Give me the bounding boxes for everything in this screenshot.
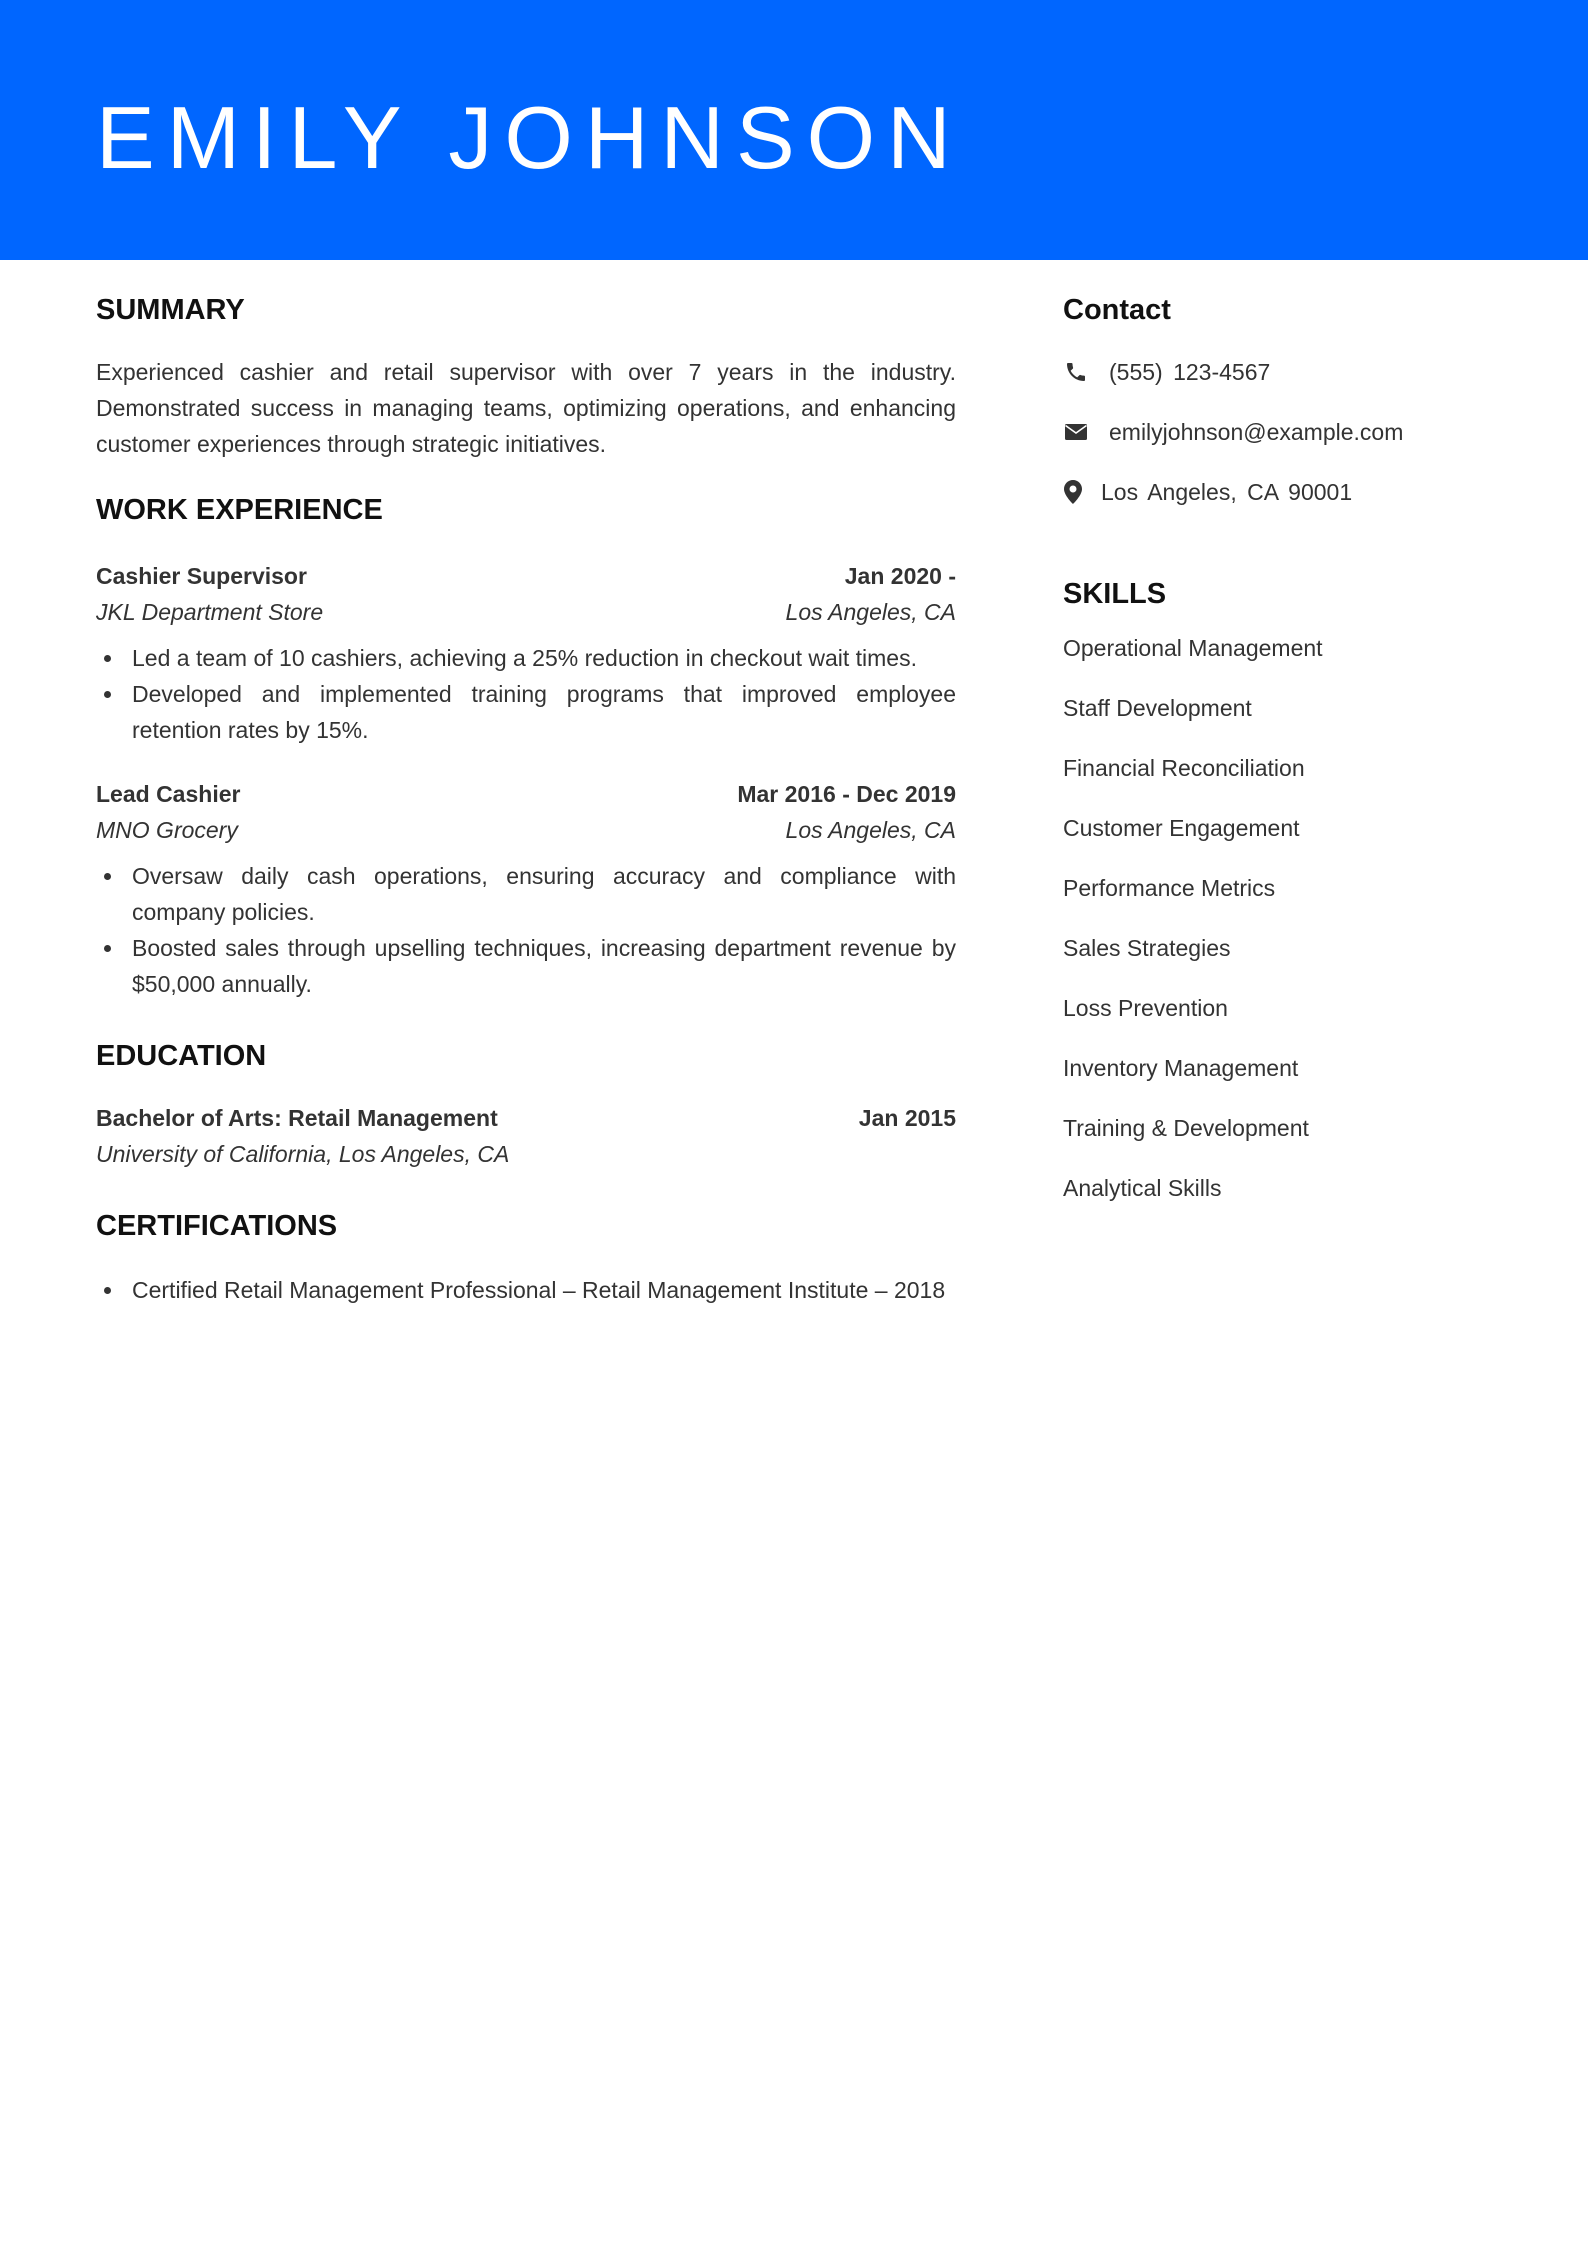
education-heading: EDUCATION bbox=[96, 1040, 267, 1072]
skill-item: Analytical Skills bbox=[1063, 1175, 1222, 1201]
contact-location bbox=[1063, 474, 1503, 510]
job-entry bbox=[96, 558, 956, 748]
phone-icon bbox=[1063, 359, 1089, 385]
job-bullet: Boosted sales through upselling techniques, increasing department revenue by $50,000 annually. bbox=[96, 930, 956, 1002]
education-date: Jan 2015 bbox=[858, 1105, 956, 1131]
experience-section bbox=[96, 490, 956, 1002]
job-bullet: Developed and implemented training programs that improved employee retention rates by 15%. bbox=[96, 676, 956, 748]
email-text[interactable]: emilyjohnson@example.com bbox=[1109, 419, 1404, 445]
degree-title: Bachelor of Arts: Retail Management bbox=[96, 1105, 498, 1131]
resume-header bbox=[0, 0, 1588, 260]
job-title: Lead Cashier bbox=[96, 781, 241, 807]
main-column bbox=[96, 290, 956, 1308]
summary-section bbox=[96, 290, 956, 462]
job-location: Los Angeles, CA bbox=[785, 599, 956, 625]
job-entry bbox=[96, 776, 956, 1002]
skill-item: Sales Strategies bbox=[1063, 935, 1231, 961]
phone-text[interactable]: (555) 123-4567 bbox=[1109, 359, 1271, 385]
job-location: Los Angeles, CA bbox=[785, 817, 956, 843]
summary-heading: SUMMARY bbox=[96, 294, 245, 326]
certifications-section bbox=[96, 1206, 956, 1308]
map-marker-icon bbox=[1063, 479, 1083, 505]
skill-item: Training & Development bbox=[1063, 1115, 1309, 1141]
sidebar-column bbox=[1063, 290, 1503, 1206]
contact-heading: Contact bbox=[1063, 294, 1171, 326]
school-name: University of California, Los Angeles, CA bbox=[96, 1141, 510, 1167]
skill-item: Financial Reconciliation bbox=[1063, 755, 1305, 781]
job-bullet: Led a team of 10 cashiers, achieving a 25% reduction in checkout wait times. bbox=[96, 640, 956, 676]
job-bullets bbox=[96, 640, 956, 748]
education-section bbox=[96, 1036, 956, 1172]
skill-item: Inventory Management bbox=[1063, 1055, 1299, 1081]
summary-text: Experienced cashier and retail supervisor with over 7 years in the industry. Demonstrated success in managing teams, optimizing operations, and enhancing customer experiences through strategic initiatives. bbox=[96, 359, 956, 457]
experience-heading: WORK EXPERIENCE bbox=[96, 494, 383, 526]
contact-email bbox=[1063, 414, 1503, 450]
job-title: Cashier Supervisor bbox=[96, 563, 307, 589]
certification-item: Certified Retail Management Professional – Retail Management Institute – 2018 bbox=[96, 1272, 956, 1308]
contact-phone bbox=[1063, 354, 1503, 390]
skill-item: Customer Engagement bbox=[1063, 815, 1300, 841]
skill-item: Performance Metrics bbox=[1063, 875, 1276, 901]
skill-item: Operational Management bbox=[1063, 635, 1323, 661]
contact-section bbox=[1063, 290, 1503, 510]
location-text: Los Angeles, CA 90001 bbox=[1101, 479, 1353, 505]
job-company: JKL Department Store bbox=[96, 599, 324, 625]
skills-section bbox=[1063, 574, 1503, 1206]
job-bullet: Oversaw daily cash operations, ensuring accuracy and compliance with company policies. bbox=[96, 858, 956, 930]
job-company: MNO Grocery bbox=[96, 817, 238, 843]
certifications-heading: CERTIFICATIONS bbox=[96, 1210, 338, 1242]
skill-item: Loss Prevention bbox=[1063, 995, 1228, 1021]
job-date: Jan 2020 - bbox=[844, 563, 956, 589]
job-bullets bbox=[96, 858, 956, 1002]
candidate-name: EMILY JOHNSON bbox=[96, 88, 963, 187]
certification-list bbox=[96, 1272, 956, 1308]
skills-heading: SKILLS bbox=[1063, 578, 1167, 610]
skill-item: Staff Development bbox=[1063, 695, 1252, 721]
envelope-icon bbox=[1063, 419, 1089, 445]
job-date: Mar 2016 - Dec 2019 bbox=[737, 781, 956, 807]
